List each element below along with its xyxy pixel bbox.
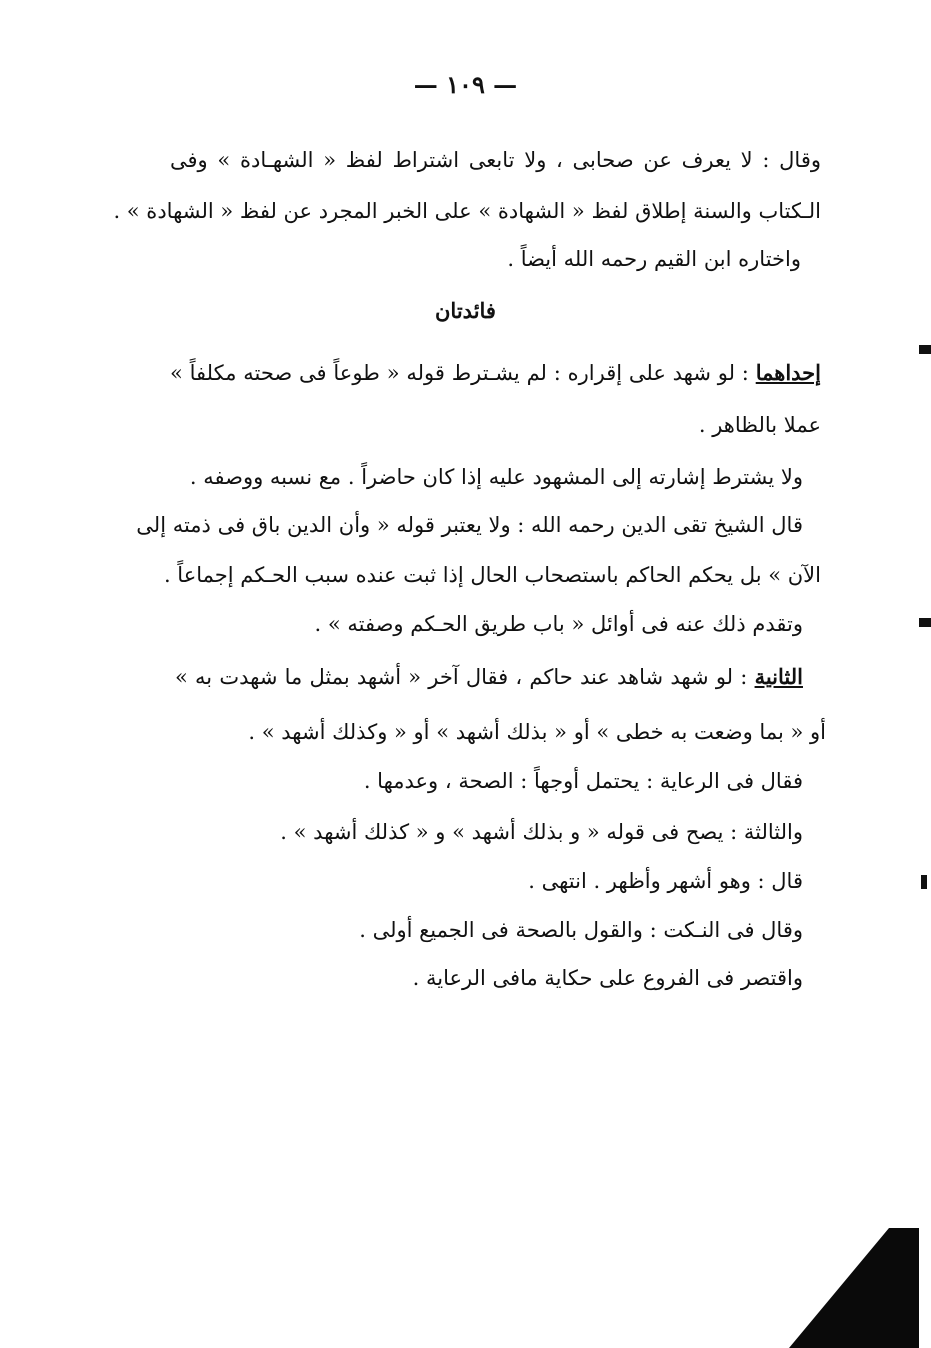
text-line: وتقدم ذلك عنه فى أوائل « باب طريق الحـكم وصفته » . [314, 612, 803, 636]
text-line: عملا بالظاهر . [698, 413, 821, 437]
text-line: فقال فى الرعاية : يحتمل أوجهاً : الصحة ، وعدمها . [363, 769, 803, 793]
scan-mark [919, 618, 931, 627]
first-point-label: إحداهما [755, 360, 821, 385]
text-line: والثالثة : يصح فى قوله « و بذلك أشهد » و « كذلك أشهد » . [280, 820, 803, 844]
text-span: : لو شهد شاهد عند حاكم ، فقال آخر « أشهد بمثل ما شهدت به » [175, 665, 748, 689]
text-line: واختاره ابن القيم رحمه الله أيضاً . [507, 247, 801, 271]
text-line: قال : وهو أشهر وأظهر . انتهى . [528, 869, 803, 893]
second-point-label: الثانية [754, 664, 803, 689]
text-line: وقال فى النـكت : والقول بالصحة فى الجميع أولى . [359, 918, 803, 942]
scan-mark [921, 875, 927, 889]
corner-shadow-fill [889, 1228, 919, 1348]
corner-shadow [789, 1228, 889, 1348]
text-span: : لو شهد على إقراره : لم يشـترط قوله « طوعاً فى صحته مكلفاً » [170, 361, 749, 385]
page-number: — ١٠٩ — [413, 70, 518, 99]
text-line: قال الشيخ تقى الدين رحمه الله : ولا يعتبر قوله « وأن الدين باق فى ذمته إلى [136, 513, 803, 537]
text-line: الآن » بل يحكم الحاكم باستصحاب الحال إذا ثبت عنده سبب الحـكم إجماعاً . [163, 563, 821, 587]
text-line: وقال : لا يعرف عن صحابى ، ولا تابعى اشتراط لفظ « الشهـادة » وفى [170, 148, 821, 172]
text-line: ولا يشترط إشارته إلى المشهود عليه إذا كان حاضراً . مع نسبه ووصفه . [189, 465, 803, 489]
section-heading: فائدتان [435, 298, 496, 323]
text-line: أو « بما وضعت به خطى » أو « بذلك أشهد » أو « وكذلك أشهد » . [248, 720, 826, 744]
text-line: واقتصر فى الفروع على حكاية مافى الرعاية . [412, 966, 803, 990]
scan-mark [919, 345, 931, 354]
first-point-line [170, 358, 821, 388]
text-line: الـكتاب والسنة إطلاق لفظ « الشهادة » على الخبر المجرد عن لفظ « الشهادة » . [113, 199, 821, 223]
second-point-line [175, 662, 803, 692]
